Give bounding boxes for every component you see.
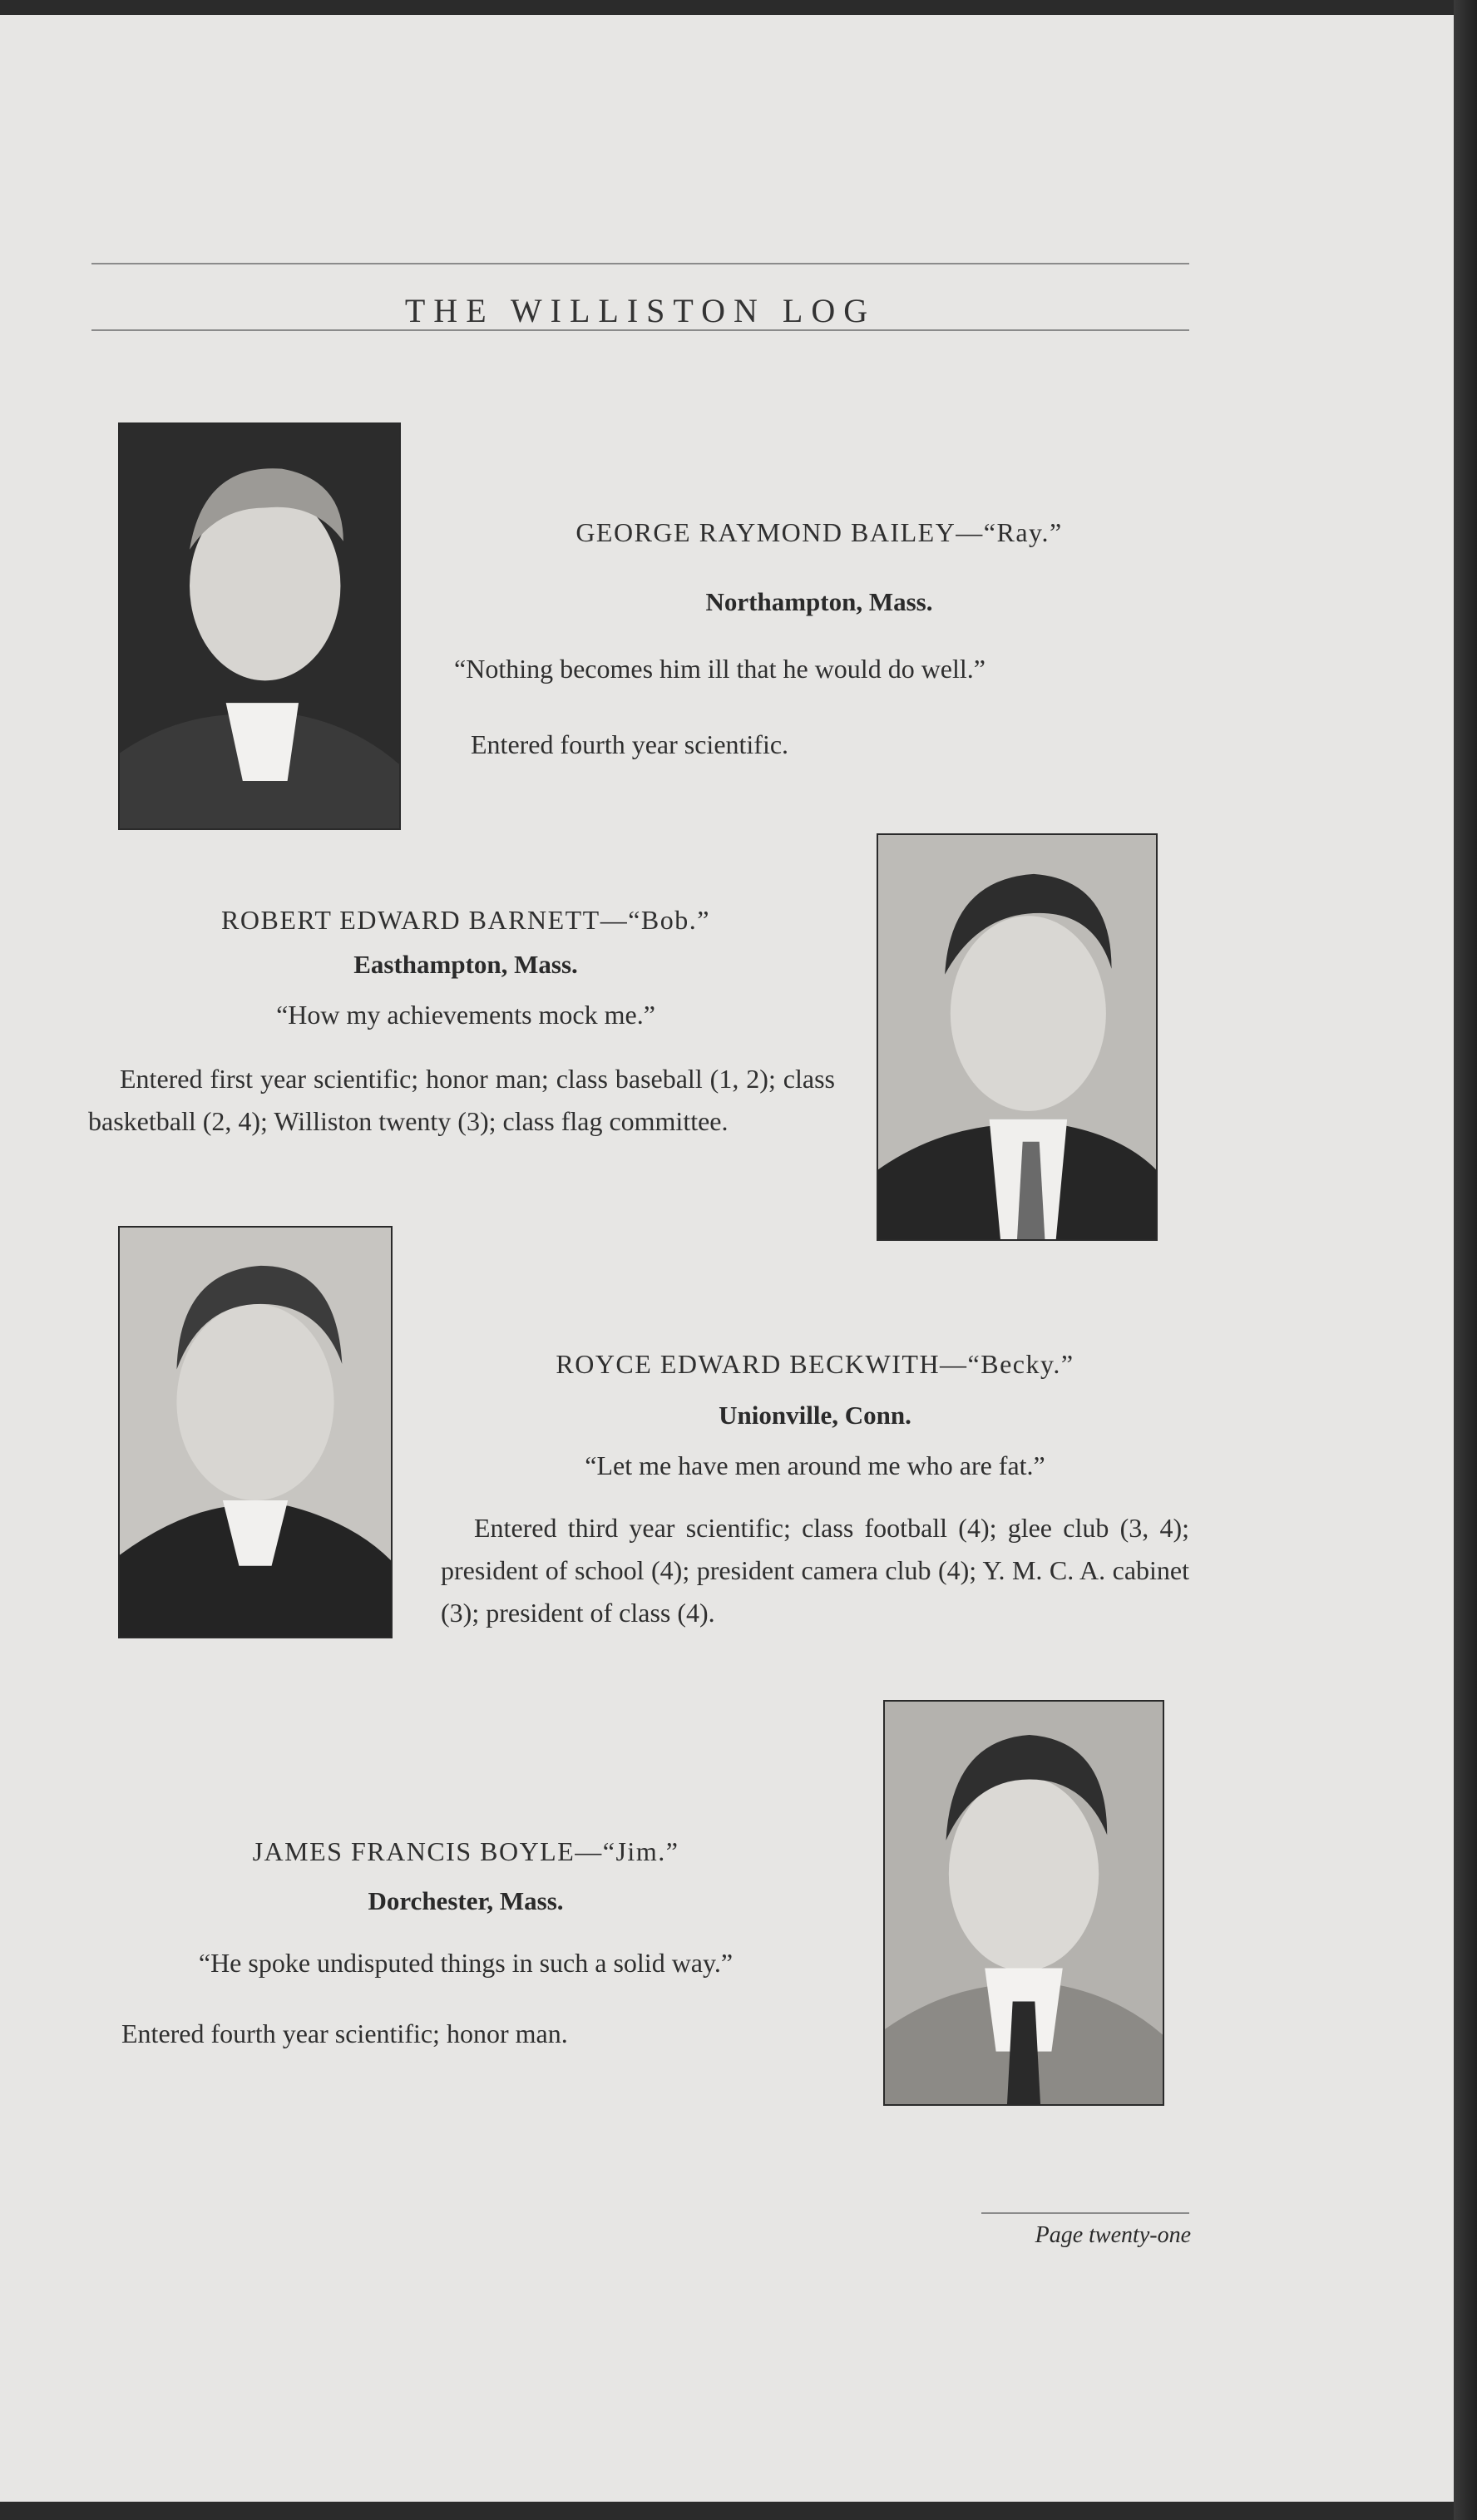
entry-hometown: Dorchester, Mass. <box>368 1886 564 1915</box>
entry-quote: “Let me have men around me who are fat.” <box>585 1450 1045 1480</box>
binding-edge <box>1454 0 1477 2520</box>
entry-hometown: Easthampton, Mass. <box>353 950 578 979</box>
entry-name: JAMES FRANCIS BOYLE—“Jim.” <box>252 1836 679 1866</box>
entry-record: Entered fourth year scientific; honor man. <box>121 2018 568 2048</box>
portrait-photo-barnett <box>877 833 1158 1241</box>
page-number-label: Page twenty-one <box>1035 2222 1191 2248</box>
entry-name: ROBERT EDWARD BARNETT—“Bob.” <box>221 905 710 935</box>
header-rule-top <box>91 263 1189 264</box>
header-rule-bottom <box>91 329 1189 331</box>
entry-quote: “How my achievements mock me.” <box>276 1000 655 1030</box>
entry-hometown: Northampton, Mass. <box>705 587 933 616</box>
entry-record: Entered third year scientific; class football (4); glee club (3, 4); president of school (4); president camera club (4); Y. M. C. A. cabinet (3); president of class (4). <box>441 1513 1189 1628</box>
entry-name: ROYCE EDWARD BECKWITH—“Becky.” <box>556 1349 1074 1379</box>
portrait-photo-boyle <box>883 1700 1164 2106</box>
entry-record: Entered first year scientific; honor man; class baseball (1, 2); class basketball (2, 4); Williston twenty (3); class flag committee. <box>88 1064 835 1136</box>
entry-record: Entered fourth year scientific. <box>471 729 789 759</box>
yearbook-page <box>0 15 1454 2502</box>
entry-quote: “He spoke undisputed things in such a solid way.” <box>198 1948 734 1978</box>
footer-rule <box>981 2212 1189 2214</box>
page-header-title: THE WILLISTON LOG <box>404 292 877 329</box>
portrait-photo-bailey <box>118 422 401 830</box>
portrait-photo-beckwith <box>118 1226 393 1638</box>
entry-name: GEORGE RAYMOND BAILEY—“Ray.” <box>575 517 1063 547</box>
entry-hometown: Unionville, Conn. <box>719 1401 911 1430</box>
entry-quote: “Nothing becomes him ill that he would do well.” <box>454 654 985 684</box>
